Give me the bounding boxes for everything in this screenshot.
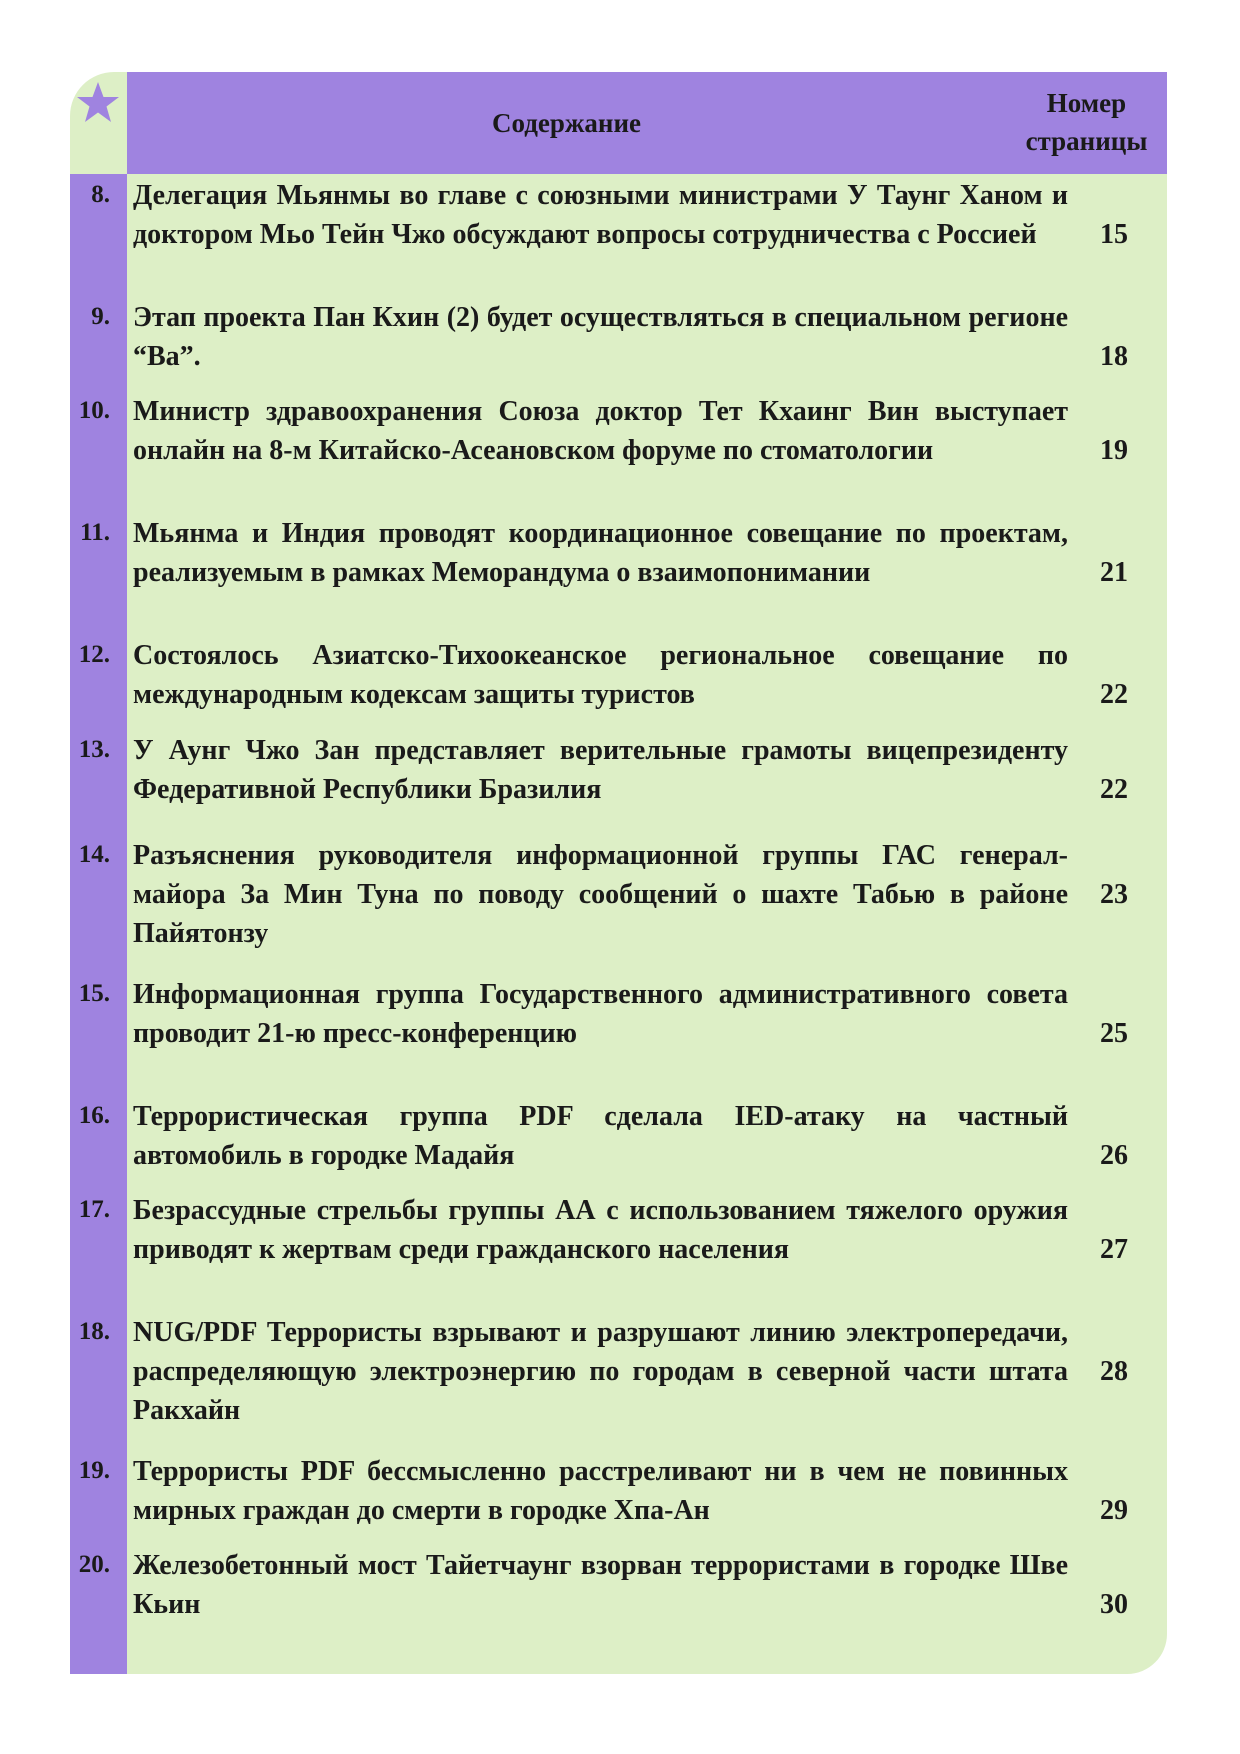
entry-page: 18 [1100,341,1128,372]
entry-title[interactable]: Безрассудные стрельбы группы АА с использованием тяжелого оружия приводят к жертвам среди гражданского населения [133,1195,1068,1265]
entry-number: 15. [78,980,110,1007]
entry-page: 15 [1100,219,1128,250]
entry-page: 22 [1100,774,1128,805]
entry-number: 9. [91,303,110,330]
star-icon [75,80,121,126]
entry-number: 12. [78,641,110,668]
header-page-line2: страницы [1025,126,1148,156]
entry-title[interactable]: Делегация Мьянмы во главе с союзными министрами У Таунг Ханом и доктором Мьо Тейн Чжо обсуждают вопросы сотрудничества с Россией [133,180,1068,250]
entry-page: 23 [1100,879,1128,910]
entry-title[interactable]: Разъяснения руководителя информационной группы ГАС генерал-майора За Мин Туна по поводу сообщений о шахте Табью в районе Пайятонзу [133,840,1068,949]
entry-number: 16. [78,1102,110,1129]
entry-title[interactable]: Информационная группа Государственного административного совета проводит 21-ю пресс-конференцию [133,979,1068,1049]
header-title: Содержание [491,108,642,138]
header-page-line1: Номер [1046,88,1127,118]
entry-number: 17. [78,1196,110,1223]
entry-number: 18. [78,1318,110,1345]
entry-title[interactable]: У Аунг Чжо Зан представляет верительные грамоты вицепрезиденту Федеративной Республики Бразилия [133,735,1068,805]
entry-title[interactable]: Железобетонный мост Тайетчаунг взорван террористами в городке Шве Кьин [133,1550,1068,1620]
entry-number: 11. [80,519,110,546]
entry-page: 27 [1100,1234,1128,1265]
entry-number: 20. [78,1551,110,1578]
header-page-number [1006,72,1167,174]
entry-page: 21 [1100,557,1128,588]
entry-number: 19. [78,1457,110,1484]
entry-page: 30 [1100,1589,1128,1620]
entry-page: 19 [1100,435,1128,466]
entry-page: 26 [1100,1140,1128,1171]
entry-number: 13. [78,736,110,763]
entry-number: 14. [78,841,110,868]
entry-title[interactable]: NUG/PDF Террористы взрывают и разрушают линию электропередачи, распределяющую электроэнергию по городам в северной части штата Ракхайн [133,1317,1068,1426]
header-corner [70,72,127,174]
entry-number: 8. [91,181,110,208]
entry-page: 25 [1100,1018,1128,1049]
entry-number: 10. [78,397,110,424]
entry-title[interactable]: Террористы PDF бессмысленно расстреливают ни в чем не повинных мирных граждан до смерти в городке Хпа-Ан [133,1456,1068,1526]
entry-title[interactable]: Террористическая группа PDF сделала IED-атаку на частный автомобиль в городке Мадайя [133,1101,1068,1171]
entry-title[interactable]: Этап проекта Пан Кхин (2) будет осуществляться в специальном регионе “Ва”. [133,302,1068,372]
entry-title[interactable]: Мьянма и Индия проводят координационное совещание по проектам, реализуемым в рамках Меморандума о взаимопонимании [133,518,1068,588]
entry-title[interactable]: Состоялось Азиатско-Тихоокеанское региональное совещание по международным кодексам защиты туристов [133,640,1068,710]
entry-title[interactable]: Министр здравоохранения Союза доктор Тет Кхаинг Вин выступает онлайн на 8-м Китайско-Асеановском форуме по стоматологии [133,396,1068,466]
entry-page: 29 [1100,1495,1128,1526]
entry-page: 28 [1100,1356,1128,1387]
table-of-contents [70,72,1167,1674]
entry-page: 22 [1100,679,1128,710]
